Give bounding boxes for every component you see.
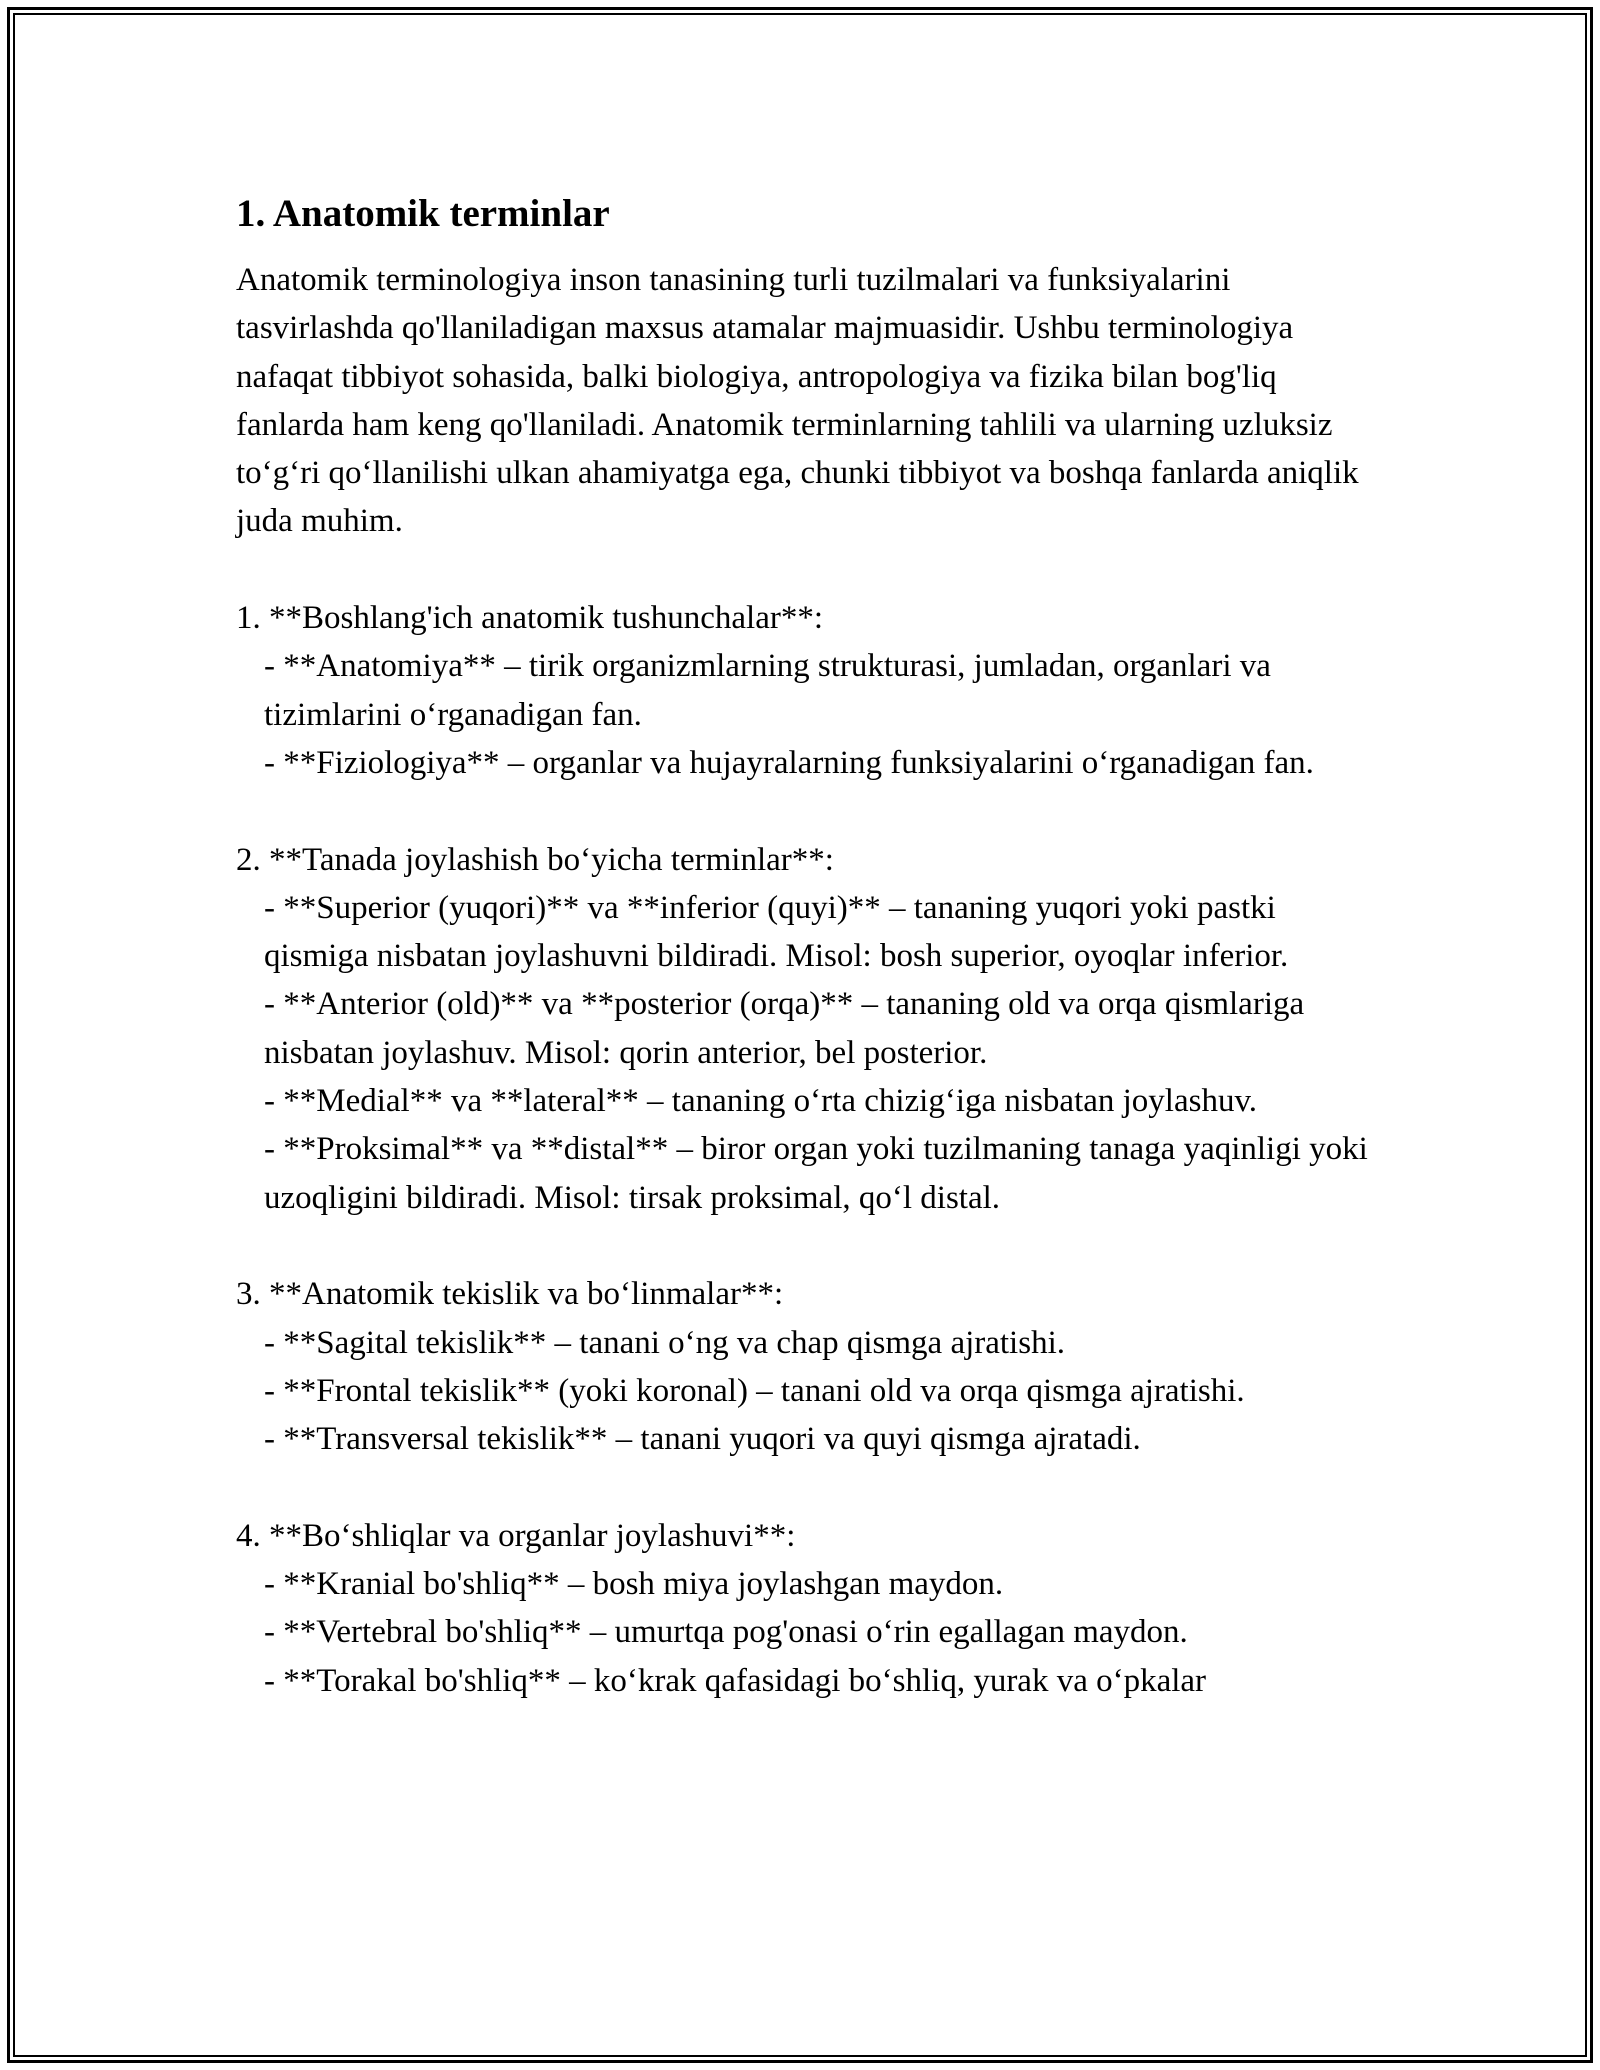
section-4 xyxy=(236,1512,1386,1705)
section-title: 2. **Tanada joylashish bo‘yicha terminlar**: xyxy=(236,841,834,878)
document-heading: 1. Anatomik terminlar xyxy=(236,192,610,235)
section-title: 3. **Anatomik tekislik va bo‘linmalar**: xyxy=(236,1276,784,1313)
list-item: - **Transversal tekislik** – tanani yuqori va quyi qismga ajratadi. xyxy=(264,1421,1141,1458)
list-item: - **Anatomiya** – tirik organizmlarning strukturasi, jumladan, organlari va tizimlarini o‘rganadigan fan. xyxy=(264,648,1280,733)
list-item: - **Anterior (old)** va **posterior (orqa)** – tananing old va orqa qismlariga nisbatan joylashuv. Misol: qorin anterior, bel posterior. xyxy=(264,986,1313,1071)
section-title: 4. **Bo‘shliqlar va organlar joylashuvi**: xyxy=(236,1517,796,1554)
list-item: - **Torakal bo'shliq** – ko‘krak qafasidagi bo‘shliq, yurak va o‘pkalar xyxy=(264,1662,1207,1699)
section-title: 1. **Boshlang'ich anatomik tushunchalar**: xyxy=(236,600,824,637)
intro-paragraph: Anatomik terminologiya inson tanasining turli tuzilmalari va funksiyalarini tasvirlashda qo'llaniladigan maxsus atamalar majmuasidir. Ushbu terminologiya nafaqat tibbiyot sohasida, balki biologiya, antropologiya va fizika bilan bog'liq fanlarda ham keng qo'llaniladi. Anatomik terminlarning tahlili va ularning uzluksiz to‘g‘ri qo‘llanilishi ulkan ahamiyatga ega, chunki tibbiyot va boshqa fanlarda aniqlik juda muhim. xyxy=(236,262,1359,540)
document-body xyxy=(236,186,1386,1705)
list-item: - **Fiziologiya** – organlar va hujayralarning funksiyalarini o‘rganadigan fan. xyxy=(264,744,1314,781)
section-2 xyxy=(236,836,1386,1222)
list-item: - **Superior (yuqori)** va **inferior (quyi)** – tananing yuqori yoki pastki qismiga nisbatan joylashuvni bildiradi. Misol: bosh superior, oyoqlar inferior. xyxy=(264,889,1289,975)
list-item: - **Proksimal** va **distal** – biror organ yoki tuzilmaning tanaga yaqinligi yoki uzoqligini bildiradi. Misol: tirsak proksimal, qo‘l distal. xyxy=(264,1131,1377,1216)
list-item: - **Kranial bo'shliq** – bosh miya joylashgan maydon. xyxy=(264,1566,1004,1603)
list-item: - **Vertebral bo'shliq** – umurtqa pog'onasi o‘rin egallagan maydon. xyxy=(264,1614,1188,1651)
section-3 xyxy=(236,1270,1386,1463)
list-item: - **Frontal tekislik** (yoki koronal) – tanani old va orqa qismga ajratishi. xyxy=(264,1372,1245,1409)
list-item: - **Sagital tekislik** – tanani o‘ng va chap qismga ajratishi. xyxy=(264,1324,1065,1361)
list-item: - **Medial** va **lateral** – tananing o‘rta chizig‘iga nisbatan joylashuv. xyxy=(264,1083,1258,1120)
section-1 xyxy=(236,594,1386,787)
